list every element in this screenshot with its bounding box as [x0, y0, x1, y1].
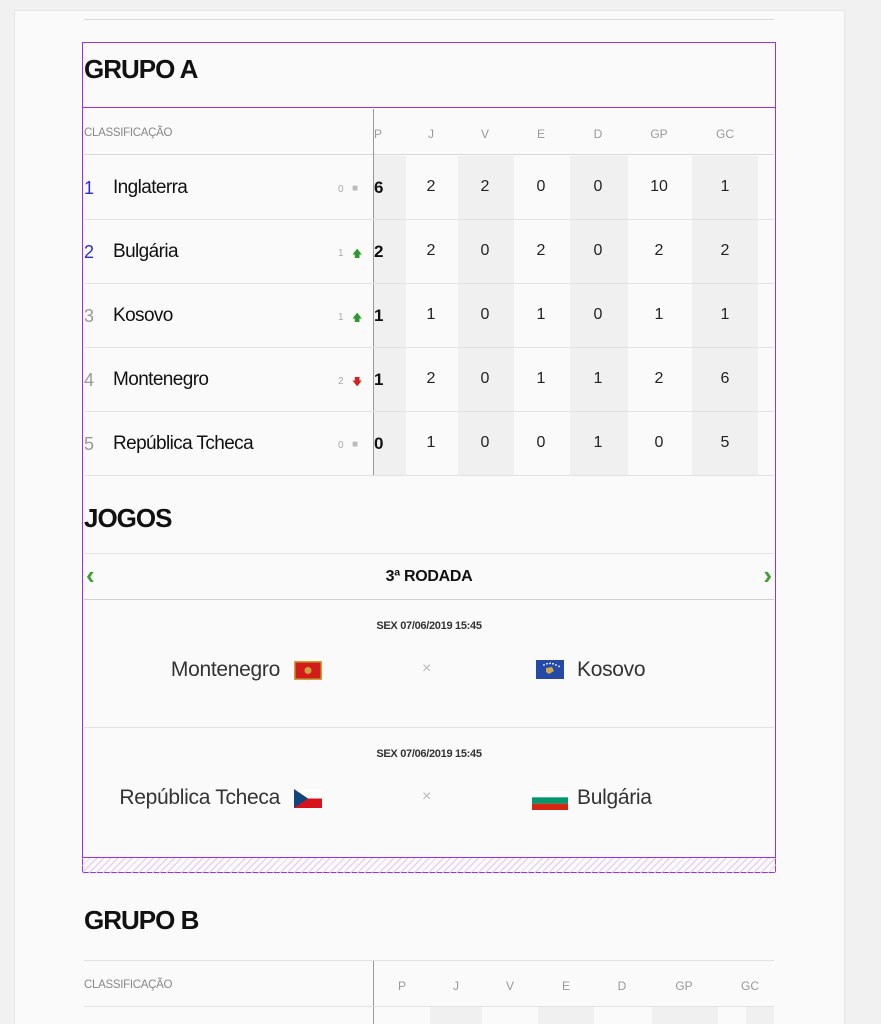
position-variation: 1	[338, 312, 344, 323]
match-card[interactable]	[84, 728, 774, 856]
table-b-divider-line	[373, 961, 374, 1024]
stat-v: 0	[480, 242, 490, 259]
away-team: Kosovo	[577, 658, 646, 681]
position-number: 4	[84, 370, 95, 390]
variation-icon: 🡅	[352, 313, 363, 324]
top-divider	[84, 19, 774, 20]
bulgaria-flag-icon	[532, 791, 568, 810]
position-number: 2	[84, 242, 95, 262]
stat-gp: 0	[654, 434, 664, 451]
stat-gp: 2	[654, 242, 664, 259]
col-header-e: E	[536, 127, 545, 141]
stat-e: 2	[536, 242, 546, 259]
position-variation: 0	[338, 440, 344, 451]
team-name: Kosovo	[113, 305, 173, 326]
position-variation: 0	[338, 184, 344, 195]
stat-gp: 10	[650, 178, 668, 195]
position-number: 3	[84, 306, 95, 326]
variation-icon: ■	[352, 439, 359, 450]
col-header-j: J	[428, 127, 434, 141]
classification-label: CLASSIFICAÇÃO	[84, 127, 173, 139]
group-b-table-header	[84, 961, 774, 1007]
round-label: 3ª RODADA	[385, 568, 473, 585]
stat-v: 2	[480, 178, 490, 195]
points-value: 1	[374, 370, 384, 389]
goals-against-column-shade	[746, 1007, 774, 1024]
variation-icon: 🡅	[352, 249, 363, 260]
position-number: 5	[84, 434, 95, 454]
match-date: SEX 07/06/2019 15:45	[376, 748, 482, 760]
home-team: República Tcheca	[119, 786, 280, 809]
group-a-title-separator	[82, 107, 776, 108]
stat-gc: 1	[720, 178, 730, 195]
stat-e: 0	[536, 178, 546, 195]
col-header-v: V	[480, 127, 489, 141]
group-b-title: GRUPO B	[84, 905, 199, 935]
stat-v: 0	[480, 434, 490, 451]
group-a-title: GRUPO A	[84, 54, 198, 84]
stat-gc: 6	[720, 370, 730, 387]
classification-label: CLASSIFICAÇÃO	[84, 979, 173, 991]
table-row[interactable]	[84, 412, 774, 476]
stat-gc: 1	[720, 306, 730, 323]
position-variation: 1	[338, 248, 344, 259]
group-a-table-header	[84, 109, 774, 155]
stat-j: 2	[426, 178, 436, 195]
col-header-d: D	[593, 127, 603, 141]
variation-icon: ■	[352, 183, 359, 194]
stat-e: 1	[536, 370, 546, 387]
position-number: 1	[84, 178, 95, 198]
czech-flag-icon	[294, 789, 322, 808]
stat-d: 1	[593, 370, 603, 387]
table-row[interactable]	[84, 156, 774, 220]
team-name: Montenegro	[113, 369, 209, 390]
kosovo-flag-icon	[536, 660, 564, 679]
match-card[interactable]	[84, 600, 774, 728]
team-name: República Tcheca	[113, 433, 254, 454]
position-variation: 2	[338, 376, 344, 387]
col-header-gp: GP	[675, 979, 693, 993]
col-header-gc: GC	[716, 127, 734, 141]
losses-column-shade	[538, 1007, 594, 1024]
team-name: Inglaterra	[113, 177, 188, 198]
stat-gp: 1	[654, 306, 664, 323]
jogos-title: JOGOS	[84, 503, 172, 533]
stat-e: 0	[536, 434, 546, 451]
home-team: Montenegro	[170, 658, 280, 681]
highlight-padding-hatch	[82, 857, 776, 873]
montenegro-flag-icon	[294, 661, 322, 680]
col-header-p: P	[374, 127, 383, 141]
col-header-d: D	[617, 979, 627, 993]
variation-icon: 🡇	[352, 377, 363, 388]
match-date: SEX 07/06/2019 15:45	[376, 620, 482, 632]
stat-v: 0	[480, 306, 490, 323]
col-header-p: P	[397, 979, 406, 993]
stat-j: 1	[426, 306, 436, 323]
wins-column-shade	[430, 1007, 482, 1024]
team-name: Bulgária	[113, 241, 178, 262]
table-row[interactable]	[84, 220, 774, 284]
versus-symbol: ×	[422, 788, 432, 805]
stat-v: 0	[480, 370, 490, 387]
col-header-gp: GP	[650, 127, 668, 141]
stat-d: 0	[593, 178, 603, 195]
stat-j: 2	[426, 370, 436, 387]
chevron-right-icon[interactable]: ›	[763, 560, 772, 590]
col-header-e: E	[561, 979, 570, 993]
points-value: 1	[374, 306, 384, 325]
goals-column-shade	[652, 1007, 718, 1024]
stat-d: 0	[593, 242, 603, 259]
versus-symbol: ×	[422, 660, 432, 677]
stat-gp: 2	[654, 370, 664, 387]
stat-gc: 2	[720, 242, 730, 259]
table-row[interactable]	[84, 284, 774, 348]
stat-gc: 5	[720, 434, 730, 451]
stat-j: 1	[426, 434, 436, 451]
points-value: 6	[374, 178, 384, 197]
stat-d: 1	[593, 434, 603, 451]
table-row[interactable]	[84, 348, 774, 412]
chevron-left-icon[interactable]: ‹	[86, 560, 95, 590]
away-team: Bulgária	[577, 786, 652, 809]
col-header-j: J	[453, 979, 459, 993]
col-header-gc: GC	[741, 979, 759, 993]
col-header-v: V	[505, 979, 514, 993]
points-value: 0	[374, 434, 384, 453]
stat-j: 2	[426, 242, 436, 259]
stat-e: 1	[536, 306, 546, 323]
round-selector	[84, 553, 774, 600]
points-value: 2	[374, 242, 384, 261]
stat-d: 0	[593, 306, 603, 323]
